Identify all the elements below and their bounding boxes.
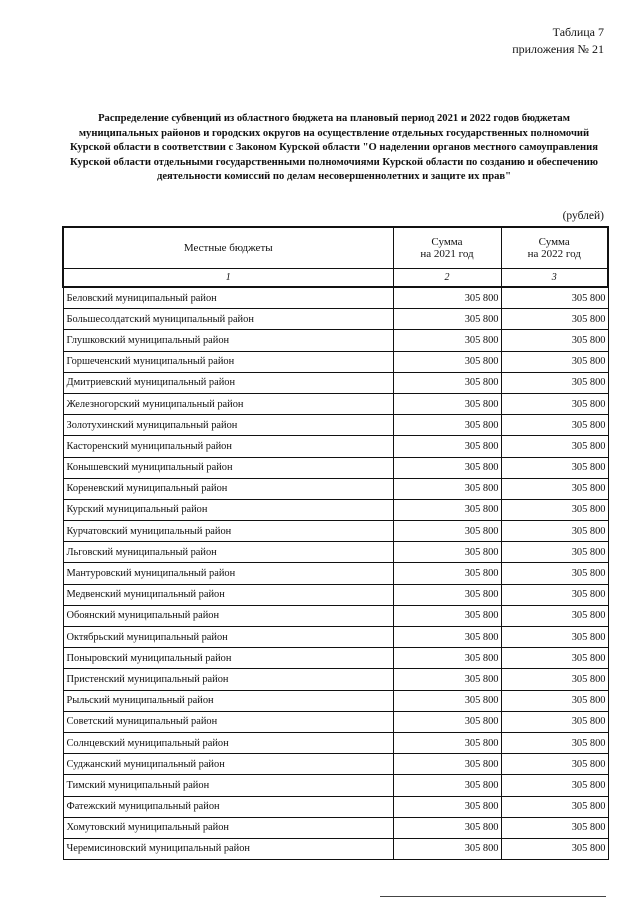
table-header-row [63,227,608,269]
header-sum-2022-line2: на 2022 год [527,248,581,260]
sum-2021-cell: 305 800 [393,287,501,309]
district-name-cell: Медвенский муниципальный район [63,584,393,605]
sum-2022-cell: 305 800 [501,796,608,817]
sum-2022-cell: 305 800 [501,287,608,309]
sum-2022-cell: 305 800 [501,690,608,711]
sum-2022-cell: 305 800 [501,309,608,330]
district-name-cell: Тимский муниципальный район [63,775,393,796]
sum-2021-cell: 305 800 [393,584,501,605]
table-row [63,309,608,330]
sum-2022-cell: 305 800 [501,330,608,351]
district-name-cell: Рыльский муниципальный район [63,690,393,711]
sum-2021-cell: 305 800 [393,838,501,859]
table-row [63,817,608,838]
sum-2021-cell: 305 800 [393,436,501,457]
document-title: Распределение субвенций из областного бюджета на плановый период 2021 и 2022 годов бюджетам муниципальных районов и городских округов на осуществление отдельных государственных полномочий Курской области в соответствии с Законом Курской области "О наделении органов местного самоуправления Курской области отдельными государственными полномочиями Курской области по созданию и обеспечению деятельности комиссий по делам несовершеннолетних и защите их прав" [70,113,598,183]
appendix-number: приложения № 21 [512,42,604,56]
district-name-cell: Суджанский муниципальный район [63,754,393,775]
sum-2021-cell: 305 800 [393,330,501,351]
header-local-budgets: Местные бюджеты [63,227,393,269]
district-name-cell: Фатежский муниципальный район [63,796,393,817]
district-name-cell: Поныровский муниципальный район [63,648,393,669]
table-row [63,521,608,542]
sum-2022-cell: 305 800 [501,478,608,499]
table-row [63,478,608,499]
district-name-cell: Беловский муниципальный район [63,287,393,309]
header-sum-2022-line1: Сумма [538,236,570,248]
column-number-2: 2 [393,269,501,288]
sum-2021-cell: 305 800 [393,457,501,478]
table-row [63,563,608,584]
sum-2021-cell: 305 800 [393,775,501,796]
sum-2022-cell: 305 800 [501,415,608,436]
district-name-cell: Черемисиновский муниципальный район [63,838,393,859]
sum-2022-cell: 305 800 [501,457,608,478]
sum-2022-cell: 305 800 [501,499,608,520]
sum-2022-cell: 305 800 [501,648,608,669]
header-sum-2021 [393,227,501,269]
sum-2022-cell: 305 800 [501,563,608,584]
district-name-cell: Касторенский муниципальный район [63,436,393,457]
sum-2021-cell: 305 800 [393,499,501,520]
sum-2022-cell: 305 800 [501,436,608,457]
header-sum-2021-line2: на 2021 год [420,248,474,260]
table-row [63,648,608,669]
footer-divider [380,896,606,897]
sum-2021-cell: 305 800 [393,372,501,393]
district-name-cell: Горшеченский муниципальный район [63,351,393,372]
sum-2021-cell: 305 800 [393,563,501,584]
header-sum-2022 [501,227,608,269]
sum-2021-cell: 305 800 [393,478,501,499]
sum-2021-cell: 305 800 [393,690,501,711]
district-name-cell: Глушковский муниципальный район [63,330,393,351]
district-name-cell: Большесолдатский муниципальный район [63,309,393,330]
table-caption [512,24,604,58]
table-row [63,372,608,393]
district-name-cell: Кореневский муниципальный район [63,478,393,499]
sum-2021-cell: 305 800 [393,754,501,775]
subsidy-table [62,226,609,860]
table-row [63,436,608,457]
sum-2021-cell: 305 800 [393,732,501,753]
sum-2022-cell: 305 800 [501,669,608,690]
table-row [63,457,608,478]
table-row [63,754,608,775]
sum-2022-cell: 305 800 [501,542,608,563]
table-row [63,690,608,711]
table-number: Таблица 7 [552,25,604,39]
sum-2021-cell: 305 800 [393,627,501,648]
table-row [63,330,608,351]
district-name-cell: Солнцевский муниципальный район [63,732,393,753]
table-row [63,542,608,563]
district-name-cell: Дмитриевский муниципальный район [63,372,393,393]
table-row [63,796,608,817]
sum-2021-cell: 305 800 [393,351,501,372]
table-row [63,711,608,732]
sum-2022-cell: 305 800 [501,584,608,605]
district-name-cell: Конышевский муниципальный район [63,457,393,478]
sum-2022-cell: 305 800 [501,838,608,859]
sum-2021-cell: 305 800 [393,669,501,690]
district-name-cell: Октябрьский муниципальный район [63,627,393,648]
sum-2022-cell: 305 800 [501,605,608,626]
sum-2021-cell: 305 800 [393,796,501,817]
sum-2021-cell: 305 800 [393,309,501,330]
header-sum-2021-line1: Сумма [431,236,463,248]
district-name-cell: Пристенский муниципальный район [63,669,393,690]
sum-2021-cell: 305 800 [393,817,501,838]
column-number-1: 1 [63,269,393,288]
table-row [63,584,608,605]
table-row [63,287,608,309]
sum-2022-cell: 305 800 [501,754,608,775]
district-name-cell: Хомутовский муниципальный район [63,817,393,838]
table-row [63,393,608,414]
sum-2022-cell: 305 800 [501,711,608,732]
column-number-row [63,269,608,288]
district-name-cell: Золотухинский муниципальный район [63,415,393,436]
table-row [63,351,608,372]
table-row [63,838,608,859]
sum-2022-cell: 305 800 [501,351,608,372]
table-row [63,415,608,436]
district-name-cell: Железногорский муниципальный район [63,393,393,414]
district-name-cell: Курчатовский муниципальный район [63,521,393,542]
sum-2021-cell: 305 800 [393,648,501,669]
table-row [63,499,608,520]
district-name-cell: Льговский муниципальный район [63,542,393,563]
table-row [63,775,608,796]
district-name-cell: Мантуровский муниципальный район [63,563,393,584]
table-row [63,627,608,648]
sum-2021-cell: 305 800 [393,605,501,626]
sum-2022-cell: 305 800 [501,775,608,796]
district-name-cell: Советский муниципальный район [63,711,393,732]
sum-2021-cell: 305 800 [393,415,501,436]
sum-2021-cell: 305 800 [393,393,501,414]
sum-2022-cell: 305 800 [501,521,608,542]
sum-2021-cell: 305 800 [393,521,501,542]
unit-label: (рублей) [562,210,604,222]
table-body [63,287,608,860]
sum-2022-cell: 305 800 [501,627,608,648]
sum-2021-cell: 305 800 [393,711,501,732]
sum-2022-cell: 305 800 [501,817,608,838]
district-name-cell: Обоянский муниципальный район [63,605,393,626]
district-name-cell: Курский муниципальный район [63,499,393,520]
sum-2021-cell: 305 800 [393,542,501,563]
sum-2022-cell: 305 800 [501,372,608,393]
table-row [63,605,608,626]
column-number-3: 3 [501,269,608,288]
table-row [63,669,608,690]
table-row [63,732,608,753]
sum-2022-cell: 305 800 [501,393,608,414]
sum-2022-cell: 305 800 [501,732,608,753]
